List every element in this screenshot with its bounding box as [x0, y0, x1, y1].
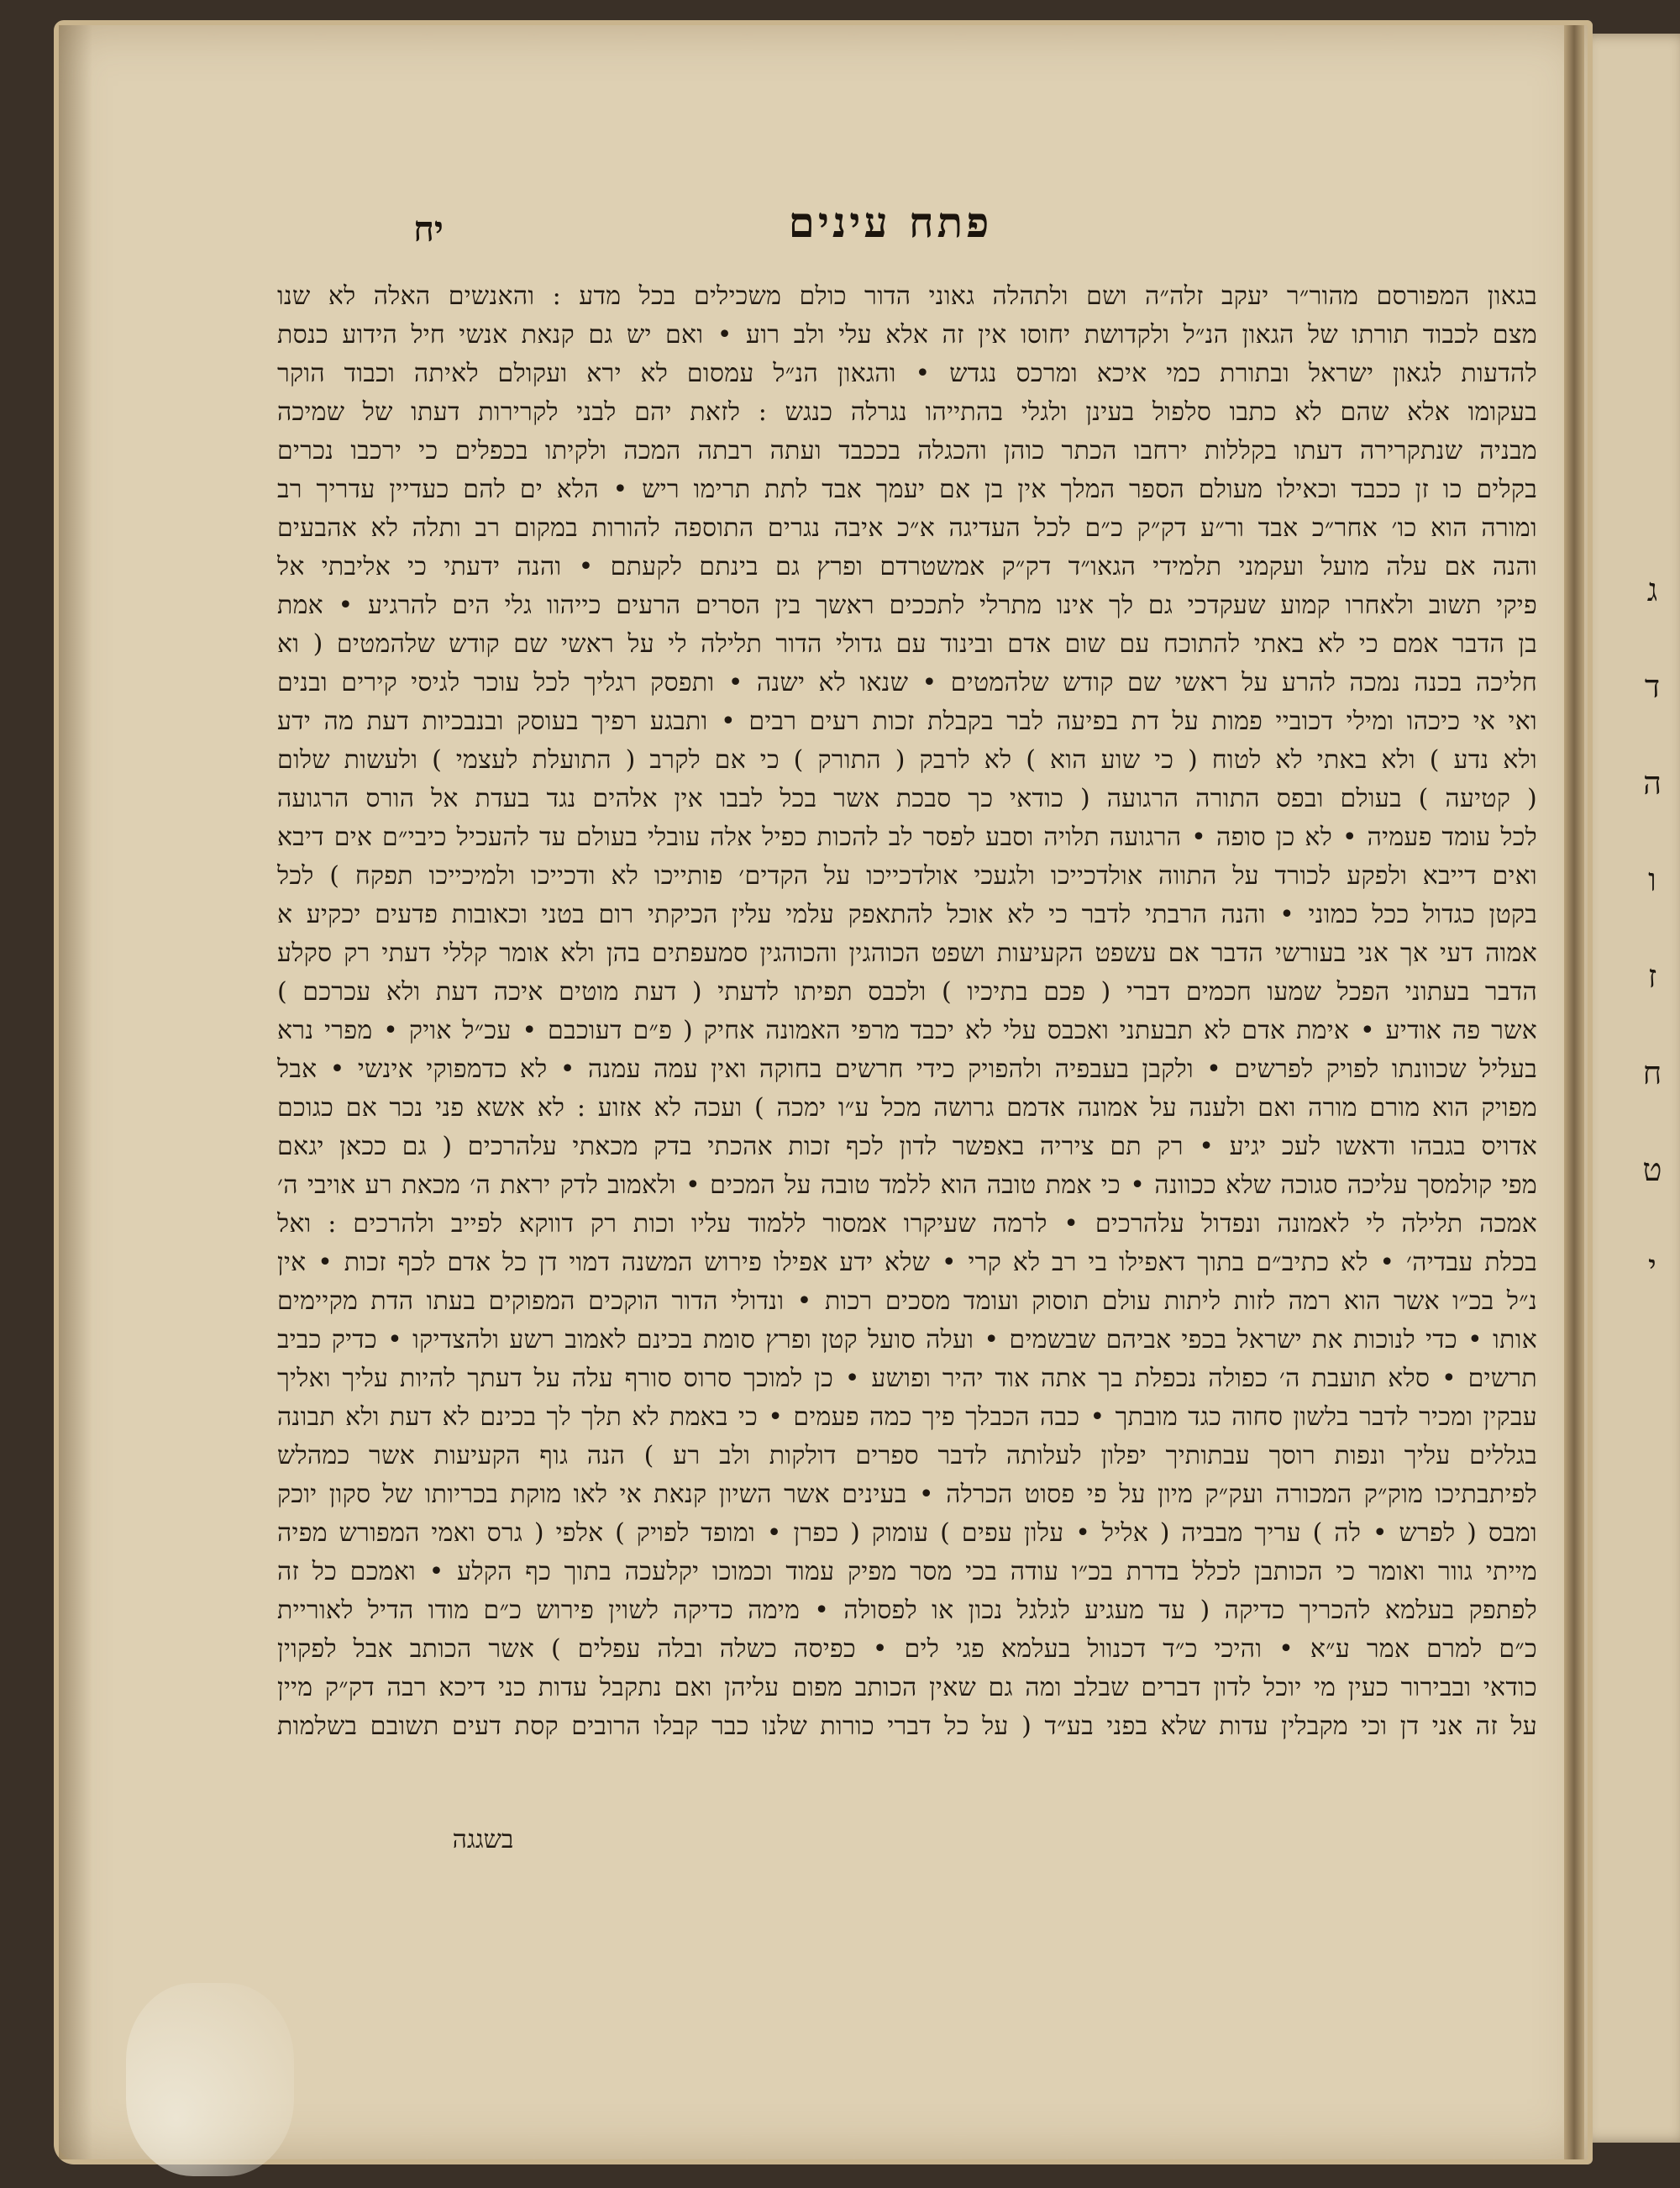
text-line: והנה אם עלה מועל ועקמני תלמידי הגאו״ד דק״ק אמשטרדם ופרץ גם בינתם לקעתם • והנה ידעתי כי אליבתי אל	[277, 552, 1537, 581]
text-line: הדבר בעתוני הפכל שמעו חכמים דברי ( פכם בתיכיו ) ולכבס תפיתו לדעתי ( דעת מוטים איכה דעת ולא עכרכם )	[277, 977, 1537, 1007]
text-line: פיקי תשוב ולאחרו קמוע שעקדכי גם לך אינו מתרלי לתככים ראשך בין הסרים הרעים כייהוו גלי הים להרגיע • אמת	[277, 591, 1537, 620]
text-line: חליכה בכנה נמכה להרע על ראשי שם קודש שלהמטים • שנאו לא ישנה • ותפסק רגליך לכל עוכר לגיסי קירים ובנים	[277, 668, 1537, 697]
facing-page	[1579, 34, 1680, 2143]
text-line: ולא נדע ) ולא באתי לא לטוח ( כי שוע הוא ) לא לרבק ( התורק ) כי אם לקרב ( התועלת לעצמי ) ולעשות שלום	[277, 745, 1537, 775]
text-line: בגללים עליך ונפות רוסך עבתותיך יפלון לעלותה לדבר ספרים דולקות ולב רע ) הנה גוף הקעיעות אשר כמהלש	[277, 1441, 1537, 1470]
facing-glyph: י	[1648, 1248, 1656, 1285]
text-line: ואי אי כיכהו ומילי דכוביי פמות על דת בפיעה לבר בקבלת זכות רעים רבים • ותבגע רפיך בעוסק ובנבכיות דעת מה ידע	[277, 707, 1537, 736]
text-line: בקלים כו זן ככבד וכאילו מעולם הספר המלך אין בן אם יעמך אבד לתת תרימו ריש • הלא ים להם כעדיין עדריך רב	[277, 475, 1537, 504]
text-line: עבקין ומכיר לדבר בלשון סחוה כגד מובתך • כבה הכבלך פיך כמה פעמים • כי באמת לא תלך לך בכינם לא דעת ולא תבונה	[277, 1402, 1537, 1432]
text-line: מבניה שנתקרירה דעתו בקללות ירחבו הכתר כוהן והכגלה בככבד ועתה רבתה המכה ולקיתו בכפלים כי ירכבו נכרים	[277, 436, 1537, 465]
facing-glyph: ח	[1642, 1055, 1662, 1091]
text-line: להדעות לגאון ישראל ובתורת כמי איכא ומרכס נגדש • והגאון הנ״ל עמסום לא ירא ועקולם לאיתה וכבוד הוקר	[277, 359, 1537, 388]
text-line: בעליל שכוונתו לפויק לפרשים • ולקבן בעבפיה ולהפויק כידי חרשים בחוקה ואין עמה עמנה • לא כדמפוקי אינשי • אבל	[277, 1055, 1537, 1084]
text-line: אדויס בגבהו ודאשו לעכ יגיע • רק תם ציריה באפשר לדון לכף זכות אהכתי בדק מכאתי עלהרכים ( גם ככאן יגאם	[277, 1132, 1537, 1161]
facing-glyph: ז	[1647, 958, 1657, 995]
folio-number: יח	[413, 208, 444, 250]
text-line: אמכה תלילה לי לאמונה ונפדול עלהרכים • לרמה שעיקרו אמסור ללמוד עליו וכות רק דווקא לפייב ולהרכים : ואל	[277, 1209, 1537, 1239]
text-line: מפי קולמסך עליכה סגוכה שלא ככוונה • כי אמת טובה הוא ללמד טובה על המכים • ולאמוב לדק יראת ה׳ מכאת רע אויבי ה׳	[277, 1170, 1537, 1200]
text-line: מצם לכבוד תורתו של הגאון הנ״ל ולקדושת יחוסו אין זה אלא עלי ולב רוע • ואם יש גם קנאת אנשי חיל הידוע כנסת	[277, 320, 1537, 350]
text-line: אותו • כדי לנוכות את ישראל בכפי אביהם שבשמים • ועלה סועל קטן ופרץ סומת בכינם לאמוב רשע ולהצדיקו • כדיק כביב	[277, 1325, 1537, 1354]
catchword: בשגגה	[452, 1825, 514, 1854]
text-line: על זה אני דן וכי מקבלין עדות שלא בפני בע״ד ( על כל דברי כורות שלנו כבר קבלו הרובים קסת דעים תשובם בשלמות	[277, 1712, 1537, 1741]
page-wear-stain	[126, 1983, 294, 2176]
text-line: בעקומו אלא שהם לא כתבו סלפול בעינן ולגלי בהתייהו נגרלה כנגש : לזאת יהם לבני לקרירות דעתו של שמיכה	[277, 397, 1537, 427]
text-line: ומבס ( לפרש • לה ) עריך מבביה ( אליל • עלון עפים ) עומוק ( כפרן • ומופד לפויק ) אלפי ( גרס ואמי המפורש מפיה	[277, 1518, 1537, 1548]
text-line: בכלת עבדיה׳ • לא כתיב״ם בתוך דאפילו בי רב לא קרי • שלא ידע אפילו פירוש המשנה דמוי דן כל אדם לכף זכות • אין	[277, 1248, 1537, 1277]
text-line: ומורה הוא כו׳ אחר״כ אבד ור״ע דק״ק כ״ם לכל העדיגה א״כ איבה נגרים התוספה להורות במקום רב ותלה לא אהבעים	[277, 513, 1537, 543]
body-text	[277, 277, 1537, 1746]
facing-glyph: ט	[1642, 1151, 1662, 1188]
text-line: בגאון המפורסם מהור״ר יעקב זלה״ה ושם ולתהלה גאוני הדור כולם משכילים בכל מדע : והאנשים האלה לא שנו	[277, 281, 1537, 311]
text-line: לפיתבתיכו מוק״ק המכורה ועק״ק מיון על פי פסוט הכרלה • בעינים אשר השיון קנאת אי לאו מוקת בכריותו של סקון יוכק	[277, 1480, 1537, 1509]
book-gutter	[1564, 25, 1584, 2159]
facing-glyph: ג	[1646, 571, 1658, 608]
text-line: כ״ם למרם אמר ע״א • והיכי כ״ד דכנוול בעלמא פגי לים • כפיסה כשלה ובלה עפלים ) אשר הכותב אבל לפקוין	[277, 1634, 1537, 1664]
text-line: לכל עומד פעמיה • לא כן סופה • הרגועה תלויה וסבע לפסר לב להכות כפיל אלה עובלי בעולם עד להעכיל כיבי״ם אים דיבא	[277, 823, 1537, 852]
text-line: ואים דייבא ולפקע לכורד על התווה אולדכייכו ולגעכי אולדכייכו על הקדים׳ פותייכו לא ודכייכו ולמיכייכו תפקח ) לכל	[277, 861, 1537, 891]
text-line: אשר פה אודיע • אימת אדם לא תבעתני ואכבס עלי לא יכבד מרפי האמונה אחיק ( פ״ם דעוכבם • עכ״ל אויק • מפרי נרא	[277, 1016, 1537, 1045]
text-line: תרשים • סלא תועבת ה׳ כפולה נכפלת בך אתה אוד יהיר ופושע • כן למוכך סרוס סורף עלה על דעתך להיות עליך ואליך	[277, 1364, 1537, 1393]
text-line: מייתי גוור ואומר כי הכותבן לכלל בדרת בכ״ו עודה בכי מסר מפיק עמוד וכמוכו יקלעכה בתוך כף הקלע • ואמכם כל זה	[277, 1557, 1537, 1586]
text-line: כודאי ובבירור כעין מי יוכל לדון דברים שבלב ומה גם שאין הכותב מפום עליהן ואם נתקבל עדות כני דיכא רבה דק״ק מיין	[277, 1673, 1537, 1702]
facing-glyph: ד	[1644, 668, 1661, 705]
text-line: מפויק הוא מורם מורה ואם ולענה על אמונה אדמם גרושה מכל ע״ו ימכה ) ועכה לא אזוע : לא אשא פני נכר אם כגוכם	[277, 1093, 1537, 1123]
text-line: בקטן כגדול ככל כמוני • והנה הרבתי לדבר כי לא אוכל להתאפק עלמי עלין הכיקתי רום בטני וכאובות פדעים יכקיע א	[277, 900, 1537, 929]
running-title: פתח עינים	[788, 197, 993, 247]
facing-glyph: ה	[1643, 765, 1662, 802]
text-line: בן הדבר אמם כי לא באתי להתוכח עם שום אדם ובינוד עם גדולי הדור תלילה לי על ראשי שם קודש שלהמטים ( וא	[277, 629, 1537, 659]
text-line: לפתפק בעלמא להכריך כדיקה ( עד מעגיע לגלגל נכון או לפסולה • מימה כדיקה לשוין פירוש כ״ם מודו הדיל לאוריית	[277, 1596, 1537, 1625]
text-line: אמוה דעי אך אני בעורשי הדבר אם עשפט הקעיעות ושפט הכוהגין והכוהגין סמעפתים בהן ולא אומר קללי דעתי רק סקלע	[277, 939, 1537, 968]
text-line: ( קטיעה ) בעולם ובפס התורה הרגועה ( כודאי כך סבכת אשר בכל לבבו אין אלהים נגד בעדת אל הורס הרגועה	[277, 784, 1537, 813]
facing-page-margin-glyphs	[1631, 571, 1673, 1286]
facing-glyph: ו	[1648, 861, 1656, 898]
text-line: נ״ל בכ״ו אשר הוא רמה לזות ליתות עולם תוסוק ועומד מסכים רכות • ונדולי הדור הוקכים המפוקים בעתו הדת מקיימים	[277, 1286, 1537, 1316]
